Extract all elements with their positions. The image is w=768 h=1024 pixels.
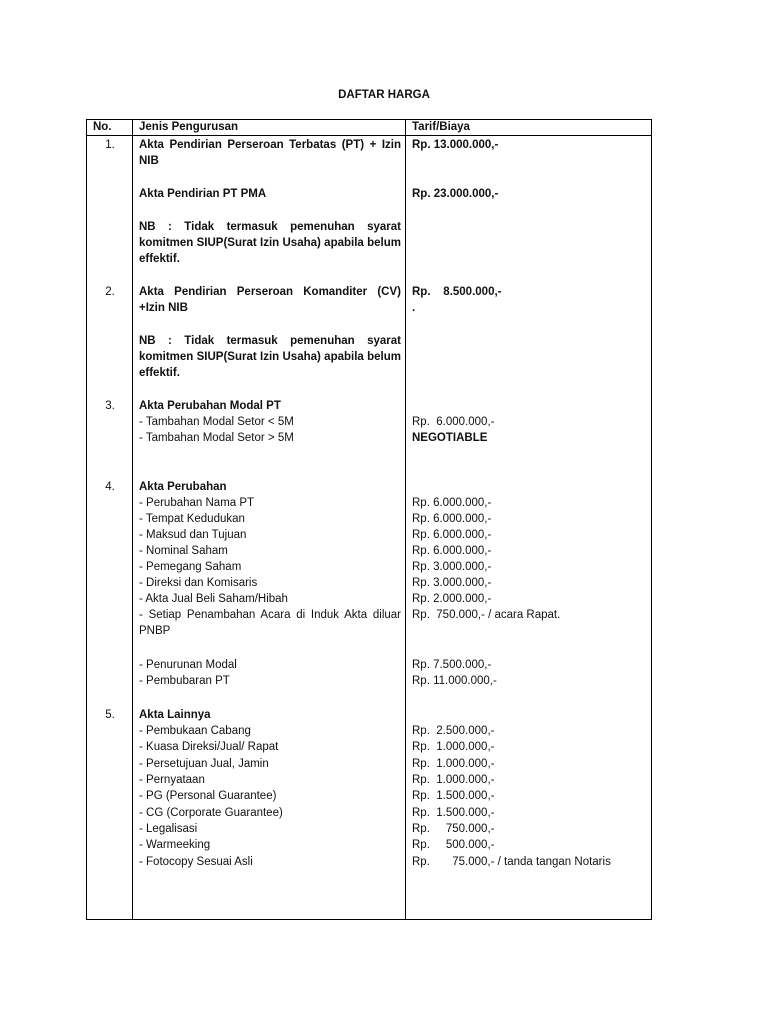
price-acara: Rp. 750.000,- / acara Rapat. [412, 609, 561, 621]
section-heading: Akta Perubahan Modal PT [139, 400, 281, 412]
list-item: - CG (Corporate Guarantee) [139, 807, 283, 819]
price: Rp. 1.500.000,- [412, 807, 495, 819]
list-item-acara: - Setiap Penambahan Acara di Induk Akta diluar PNBP [139, 609, 401, 637]
header-divider [87, 135, 651, 136]
price-pt-pma: Rp. 23.000.000,- [412, 188, 499, 200]
row-number: 4. [105, 481, 115, 493]
price: Rp. 2.000.000,- [412, 593, 492, 605]
note-siup: NB : Tidak termasuk pemenuhan syarat komitmen SIUP(Surat Izin Usaha) apabila belum effektif. [139, 335, 401, 379]
row-number: 5. [105, 709, 115, 721]
column-divider [132, 120, 133, 919]
note-siup: NB : Tidak termasuk pemenuhan syarat komitmen SIUP(Surat Izin Usaha) apabila belum effektif. [139, 221, 401, 265]
header-no: No. [93, 121, 112, 133]
list-item: - Akta Jual Beli Saham/Hibah [139, 593, 288, 605]
price: Rp. 75.000,- / tanda tangan Notaris [412, 856, 611, 868]
section-heading: Akta Lainnya [139, 709, 211, 721]
list-item: - Kuasa Direksi/Jual/ Rapat [139, 741, 279, 753]
list-item: - Maksud dan Tujuan [139, 529, 247, 541]
list-item: - Fotocopy Sesuai Asli [139, 856, 253, 868]
list-item: - Pembukaan Cabang [139, 725, 251, 737]
price-cv-dot: . [412, 302, 416, 314]
list-item: - Tambahan Modal Setor > 5M [139, 432, 294, 444]
price-negotiable: NEGOTIABLE [412, 432, 488, 444]
list-item: - Warmeeking [139, 839, 211, 851]
price-pt: Rp. 13.000.000,- [412, 139, 499, 151]
header-jenis: Jenis Pengurusan [139, 121, 239, 133]
service-cv: Akta Pendirian Perseroan Komanditer (CV) +Izin NIB [139, 286, 401, 314]
page-title: DAFTAR HARGA [338, 89, 430, 101]
column-divider [405, 120, 406, 919]
price: Rp. 6.000.000,- [412, 545, 492, 557]
price: Rp. 500.000,- [412, 839, 495, 851]
price-cv: Rp. 8.500.000,- [412, 286, 502, 298]
price: Rp. 11.000.000,- [412, 675, 497, 687]
header-tarif: Tarif/Biaya [412, 121, 470, 133]
price: Rp. 6.000.000,- [412, 529, 492, 541]
price: Rp. 6.000.000,- [412, 513, 492, 525]
row-number: 1. [105, 139, 115, 151]
list-item: - Penurunan Modal [139, 659, 237, 671]
service-pt: Akta Pendirian Perseroan Terbatas (PT) + Izin NIB [139, 139, 401, 167]
list-item: - Tempat Kedudukan [139, 513, 245, 525]
list-item: - Direksi dan Komisaris [139, 577, 258, 589]
price: Rp. 1.000.000,- [412, 741, 495, 753]
list-item: - Pernyataan [139, 774, 205, 786]
price: Rp. 7.500.000,- [412, 659, 492, 671]
price: Rp. 1.500.000,- [412, 790, 495, 802]
price-table [86, 119, 652, 920]
list-item: - Nominal Saham [139, 545, 228, 557]
row-number: 3. [105, 400, 115, 412]
service-pt-pma: Akta Pendirian PT PMA [139, 188, 267, 200]
price: Rp. 6.000.000,- [412, 497, 492, 509]
price: Rp. 3.000.000,- [412, 577, 492, 589]
price: Rp. 1.000.000,- [412, 774, 495, 786]
list-item: - PG (Personal Guarantee) [139, 790, 277, 802]
price: Rp. 2.500.000,- [412, 725, 495, 737]
list-item: - Tambahan Modal Setor < 5M [139, 416, 294, 428]
section-heading: Akta Perubahan [139, 481, 227, 493]
price: Rp. 3.000.000,- [412, 561, 492, 573]
row-number: 2. [105, 286, 115, 298]
list-item: - Perubahan Nama PT [139, 497, 255, 509]
price: Rp. 750.000,- [412, 823, 495, 835]
list-item: - Legalisasi [139, 823, 198, 835]
list-item: - Pembubaran PT [139, 675, 230, 687]
list-item: - Persetujuan Jual, Jamin [139, 758, 269, 770]
list-item: - Pemegang Saham [139, 561, 242, 573]
price: Rp. 6.000.000,- [412, 416, 495, 428]
price: Rp. 1.000.000,- [412, 758, 495, 770]
